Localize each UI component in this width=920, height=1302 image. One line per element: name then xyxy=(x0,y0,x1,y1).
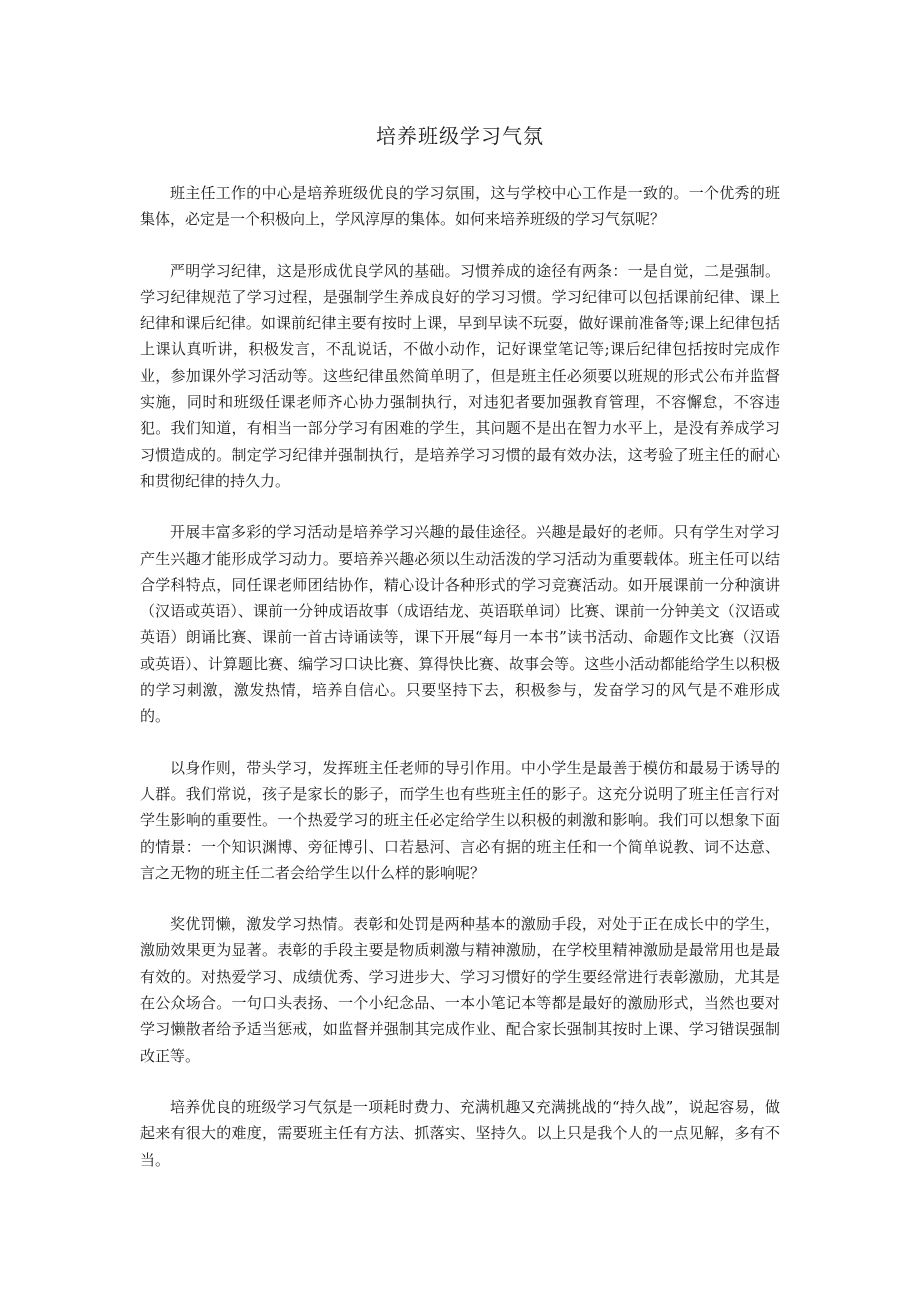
document-title: 培养班级学习气氛 xyxy=(376,124,544,148)
document-body xyxy=(140,180,780,1198)
paragraph-discipline: 严明学习纪律，这是形成优良学风的基础。习惯养成的途径有两条：一是自觉，二是强制。学习纪律规范了学习过程，是强制学生养成良好的学习习惯。学习纪律可以包括课前纪律、课上纪律和课后纪律。如课前纪律主要有按时上课，早到早读不玩耍，做好课前准备等;课上纪律包括上课认真听讲，积极发言，不乱说话，不做小动作，记好课堂笔记等;课后纪律包括按时完成作业，参加课外学习活动等。这些纪律虽然简单明了，但是班主任必须要以班规的形式公布并监督实施，同时和班级任课老师齐心协力强制执行，对违犯者要加强教育管理，不容懈怠，不容违犯。我们知道，有相当一部分学习有困难的学生，其问题不是出在智力水平上，是没有养成学习习惯造成的。制定学习纪律并强制执行，是培养学习习惯的最有效办法，这考验了班主任的耐心和贯彻纪律的持久力。 xyxy=(140,261,780,490)
paragraph-role-model: 以身作则，带头学习，发挥班主任老师的导引作用。中小学生是最善于模仿和最易于诱导的人群。我们常说，孩子是家长的影子，而学生也有些班主任的影子。这充分说明了班主任言行对学生影响的重要性。一个热爱学习的班主任必定给学生以积极的刺激和影响。我们可以想象下面的情景：一个知识渊博、旁征博引、口若悬河、言必有据的班主任和一个简单说教、词不达意、言之无物的班主任二者会给学生以什么样的影响呢？ xyxy=(140,758,780,882)
paragraph-rewards: 奖优罚懒，激发学习热情。表彰和处罚是两种基本的激励手段，对处于正在成长中的学生，激励效果更为显著。表彰的手段主要是物质刺激与精神激励，在学校里精神激励是最常用也是最有效的。对热爱学习、成绩优秀、学习进步大、学习习惯好的学生要经常进行表彰激励，尤其是在公众场合。一句口头表扬、一个小纪念品、一本小笔记本等都是最好的激励形式，当然也要对学习懒散者给予适当惩戒，如监督并强制其完成作业、配合家长强制其按时上课、学习错误强制改正等。 xyxy=(140,915,780,1065)
paragraph-activities: 开展丰富多彩的学习活动是培养学习兴趣的最佳途径。兴趣是最好的老师。只有学生对学习产生兴趣才能形成学习动力。要培养兴趣必须以生动活泼的学习活动为重要载体。班主任可以结合学科特点，同任课老师团结协作，精心设计各种形式的学习竞赛活动。如开展课前一分种演讲（汉语或英语）、课前一分钟成语故事（成语结龙、英语联单词）比赛、课前一分钟美文（汉语或英语）朗诵比赛、课前一首古诗诵读等，课下开展“每月一本书”读书活动、命题作文比赛（汉语或英语）、计算题比赛、编学习口诀比赛、算得快比赛、故事会等。这些小活动都能给学生以积极的学习刺激，激发热情，培养自信心。只要坚持下去，积极参与，发奋学习的风气是不难形成的。 xyxy=(140,523,780,726)
paragraph-conclusion: 培养优良的班级学习气氛是一项耗时费力、充满机趣又充满挑战的“持久战”，说起容易，做起来有很大的难度，需要班主任有方法、抓落实、坚持久。以上只是我个人的一点见解，多有不当。 xyxy=(140,1097,780,1169)
paragraph-intro: 班主任工作的中心是培养班级优良的学习氛围，这与学校中心工作是一致的。一个优秀的班集体，必定是一个积极向上，学风淳厚的集体。如何来培养班级的学习气氛呢？ xyxy=(140,184,780,229)
